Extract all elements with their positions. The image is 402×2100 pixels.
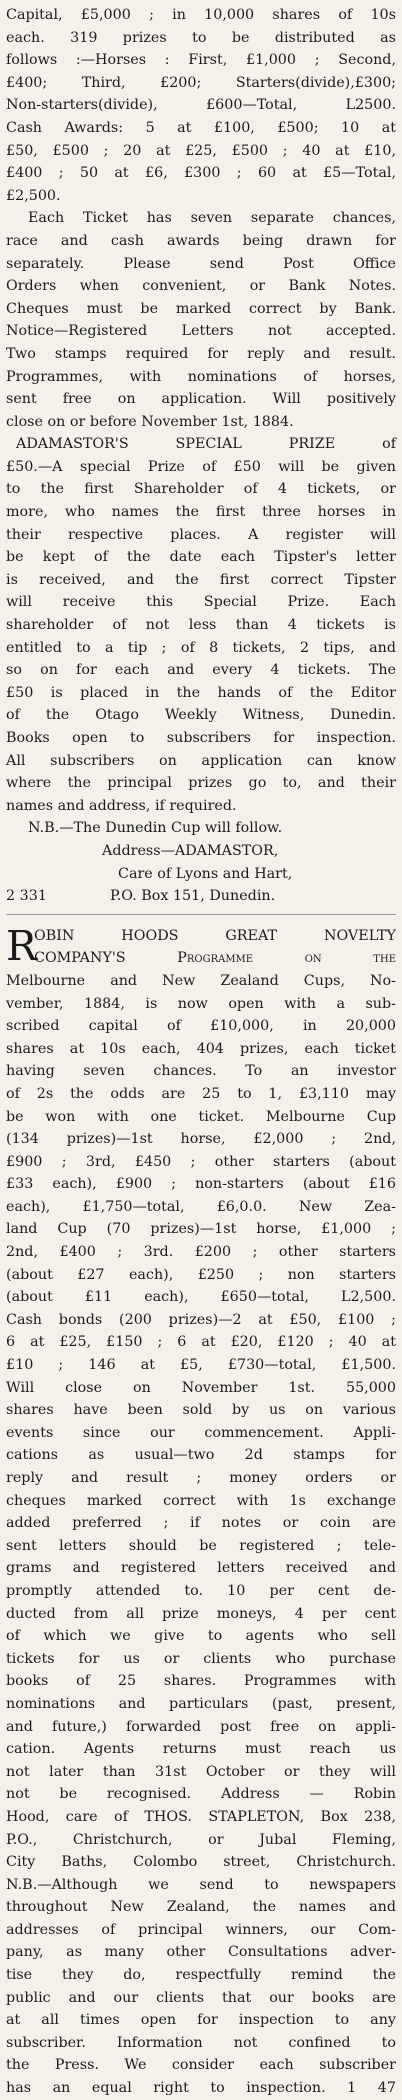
ad-line: so on for each and every 4 tickets. The	[6, 662, 396, 679]
ad-line: Two stamps required for reply and result.	[6, 345, 396, 362]
ad-line: their respective places. A register will	[6, 526, 396, 543]
ad-line: Will close on November 1st. 55,000	[6, 1379, 396, 1396]
ad-line: of the Otago Weekly Witness, Dunedin.	[6, 707, 396, 724]
ad-line: £33 each), £900 ; non-starters (about £16	[6, 1176, 396, 1193]
ad-line: subscriber. Information not confined to	[6, 2034, 396, 2051]
ad-line: Programmes, with nominations of horses,	[6, 368, 396, 385]
ad-line: 6 at £25, £150 ; 6 at £20, £120 ; 40 at	[6, 1334, 396, 1351]
ad-line: has an equal right to inspection. 1 47	[6, 2080, 396, 2097]
ad-line: to the first Shareholder of 4 tickets, or	[6, 481, 396, 498]
column-divider	[6, 914, 396, 915]
ad-line: entitled to a tip ; of 8 tickets, 2 tips, and	[6, 639, 396, 656]
ad-line: books of 25 shares. Programmes with	[6, 1673, 396, 1690]
ad-line: having seven chances. To an investor	[6, 1063, 396, 1080]
ad-number: 2 331	[6, 888, 47, 905]
ad-line: and future,) forwarded post free on appli-	[6, 1718, 396, 1735]
ad-line: public and our clients that our books are	[6, 1989, 396, 2006]
po-box-address: P.O. Box 151, Dunedin.	[110, 888, 276, 905]
ad-line: (134 prizes)—1st horse, £2,000 ; 2nd,	[6, 1131, 396, 1148]
ad-line: N.B.—Although we send to newspapers	[6, 1876, 396, 1893]
ad-line: of which we give to agents who sell	[6, 1628, 396, 1645]
ad-line: pany, as many other Consultations adver-	[6, 1944, 396, 1961]
ad-line: each), £1,750—total, £6,0.0. New Zea-	[6, 1198, 396, 1215]
ad-line: Orders when convenient, or Bank Notes.	[6, 278, 396, 295]
ad-line: nominations and particulars (past, present,	[6, 1695, 396, 1712]
ad-line: of 2s the odds are 25 to 1, £3,110 may	[6, 1085, 396, 1102]
ad-line: ducted from all prize moneys, 4 per cent	[6, 1605, 396, 1622]
opening-lines	[6, 921, 396, 970]
ad-line: Books open to subscribers for inspection.	[6, 730, 396, 746]
ad-line: names and address, if required.	[6, 797, 237, 814]
ad-line: follows :—Horses : First, £1,000 ; Second,	[6, 52, 396, 69]
special-prize-heading: ADAMASTOR'S SPECIAL PRIZE of	[16, 436, 396, 453]
ad-line: events since our commencement. Appli-	[6, 1424, 396, 1441]
ad-line: (about £11 each), £650—total, L2,500.	[6, 1289, 396, 1306]
ad-line: land Cup (70 prizes)—1st horse, £1,000 ;	[6, 1221, 396, 1238]
ad-line: £50, £500 ; 20 at £25, £500 ; 40 at £10,	[6, 142, 396, 159]
ad-line: cheques marked correct with 1s exchange	[6, 1492, 396, 1509]
ad-line: COMPANY'S Programme on the	[34, 950, 396, 967]
ad-line: Hood, care of THOS. STAPLETON, Box 238,	[6, 1808, 396, 1825]
ad-line: Non-starters(divide), £600—Total, L2500.	[6, 97, 396, 114]
ad-line: OBIN HOODS GREAT NOVELTY	[34, 927, 396, 944]
ad-line: £50.—A special Prize of £50 will be given	[6, 458, 396, 475]
ad-line: (about £27 each), £250 ; non starters	[6, 1266, 396, 1283]
ad-line: Cash Awards: 5 at £100, £500; 10 at	[6, 119, 396, 136]
ad-line: £400 ; 50 at £6, £300 ; 60 at £5—Total,	[6, 165, 396, 182]
ad-line: throughout New Zealand, the names and	[6, 1899, 396, 1916]
ad-line: grams and registered letters received and	[6, 1560, 396, 1577]
ad-line: at all times open for inspection to any	[6, 2012, 396, 2029]
ad-line: not be recognised. Address — Robin	[6, 1786, 396, 1803]
ad-line: £10 ; 146 at £5, £730—total, £1,500.	[6, 1357, 396, 1374]
ad-line: where the principal prizes go to, and their	[6, 775, 396, 792]
ad-line: each. 319 prizes to be distributed as	[6, 29, 396, 46]
ad-line: £50 is placed in the hands of the Editor	[6, 684, 396, 701]
ad-line: 2nd, £400 ; 3rd. £200 ; other starters	[6, 1244, 396, 1261]
ad-line: is received, and the first correct Tipster	[6, 571, 396, 588]
ad-line: the Press. We consider each subscriber	[6, 2057, 396, 2074]
ad-line: vember, 1884, is now open with a sub-	[6, 995, 396, 1012]
ad-line: P.O., Christchurch, or Jubal Fleming,	[6, 1831, 396, 1848]
ad-line: be kept of the date each Tipster's letter	[6, 549, 396, 566]
ad-line: not later than 31st October or they will	[6, 1763, 396, 1780]
ad-line: Each Ticket has seven separate chances,	[28, 210, 396, 227]
ad-line: close on or before November 1st, 1884.	[6, 413, 294, 430]
ad-line: be won with one ticket. Melbourne Cup	[6, 1108, 396, 1125]
ad-line: City Baths, Colombo street, Christchurch.	[6, 1854, 396, 1871]
ad-line: Notice—Registered Letters not accepted.	[6, 323, 396, 340]
ad-line: Cash bonds (200 prizes)—2 at £50, £100 ;	[6, 1311, 396, 1328]
ad-line: Melbourne and New Zealand Cups, No-	[6, 972, 396, 989]
ad-line: All subscribers on application can know	[6, 752, 396, 769]
ad-line: cations as usual—two 2d stamps for	[6, 1447, 396, 1464]
ad-line: cation. Agents returns must reach us	[6, 1741, 396, 1758]
ad-line: tickets for us or clients who purchase	[6, 1650, 396, 1667]
ad-line: separately. Please send Post Office	[6, 255, 396, 272]
ad-line: tise they do, respectfully remind the	[6, 1967, 396, 1984]
ad-line: race and cash awards being drawn for	[6, 232, 396, 249]
address-footer	[6, 885, 396, 908]
ad-line: more, who names the first three horses in	[6, 504, 396, 521]
address-line: Address—ADAMASTOR,	[102, 842, 279, 859]
ad-line: £2,500.	[6, 187, 61, 204]
ad-line: added preferred ; if notes or coin are	[6, 1515, 396, 1532]
ad-line: addresses of principal winners, our Com-	[6, 1921, 396, 1938]
ad-line: promptly attended to. 10 per cent de-	[6, 1582, 396, 1599]
ad-line: will receive this Special Prize. Each	[6, 594, 396, 611]
ad-line: scribed capital of £10,000, in 20,000	[6, 1018, 396, 1035]
address-line: Care of Lyons and Hart,	[118, 865, 293, 882]
ad-line: shares at 10s each, 404 prizes, each ticket	[6, 1040, 396, 1057]
nb-line: N.B.—The Dunedin Cup will follow.	[28, 820, 283, 837]
ad-line: shares have been sold by us on various	[6, 1402, 396, 1419]
ad-line: £400; Third, £200; Starters(divide),£300;	[6, 74, 396, 91]
ad-line: Capital, £5,000 ; in 10,000 shares of 10s	[6, 7, 396, 23]
drop-cap: R	[6, 921, 37, 970]
ad-line: sent letters should be registered ; tele-	[6, 1537, 396, 1554]
ad-line: Cheques must be marked correct by Bank.	[6, 300, 396, 317]
ad-line: sent free on application. Will positively	[6, 391, 396, 408]
ad-line: reply and result ; money orders or	[6, 1470, 396, 1486]
ad-line: shareholder of not less than 4 tickets is	[6, 617, 396, 634]
robin-hood-advertisement	[6, 921, 396, 2100]
ad-line: £900 ; 3rd, £450 ; other starters (about	[6, 1153, 396, 1170]
adamastor-advertisement	[6, 4, 396, 908]
